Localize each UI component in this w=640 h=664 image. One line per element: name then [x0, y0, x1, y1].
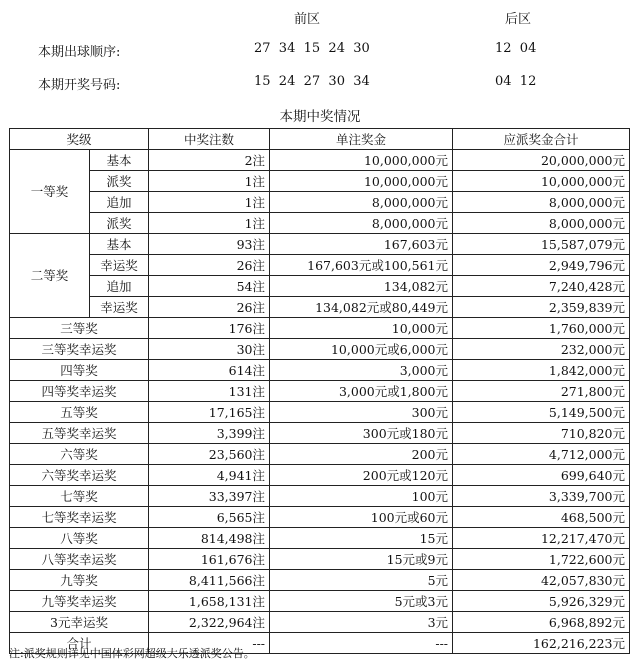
- table-row: [10, 213, 630, 234]
- total-prize-cell: 1,842,000元: [453, 360, 630, 381]
- single-prize-cell: 15元或9元: [270, 549, 453, 570]
- prize-level-cell: 三等奖幸运奖: [10, 339, 149, 360]
- single-prize-cell: 10,000,000元: [270, 150, 453, 171]
- draw-order-label: 本期出球顺序:: [38, 45, 121, 60]
- table-row: [10, 381, 630, 402]
- count-cell: 161,676注: [149, 549, 270, 570]
- table-title: 本期中奖情况: [279, 109, 361, 125]
- sub-level: 幸运奖: [90, 297, 149, 318]
- total-prize-cell: 1,722,600元: [453, 549, 630, 570]
- single-prize-cell: 100元: [270, 486, 453, 507]
- single-prize-cell: 10,000,000元: [270, 171, 453, 192]
- single-prize-cell: 3,000元: [270, 360, 453, 381]
- table-header-row: [10, 129, 630, 150]
- count-cell: 131注: [149, 381, 270, 402]
- group-label-second: 二等奖: [10, 234, 90, 318]
- single-prize-cell: 200元: [270, 444, 453, 465]
- count-cell: 3,399注: [149, 423, 270, 444]
- count-cell: 33,397注: [149, 486, 270, 507]
- total-prize-cell: 1,760,000元: [453, 318, 630, 339]
- count-cell: 1注: [149, 171, 270, 192]
- total-prize-cell: 7,240,428元: [453, 276, 630, 297]
- total-prize-cell: 468,500元: [453, 507, 630, 528]
- prize-level-cell: 八等奖幸运奖: [10, 549, 149, 570]
- col-header-total-prize: 应派奖金合计: [453, 129, 630, 150]
- table-row: [10, 444, 630, 465]
- single-prize-cell: 5元: [270, 570, 453, 591]
- count-cell: 1注: [149, 213, 270, 234]
- total-prize-cell: 42,057,830元: [453, 570, 630, 591]
- total-prize-cell: 2,359,839元: [453, 297, 630, 318]
- total-prize-cell: 12,217,470元: [453, 528, 630, 549]
- prize-level-cell: 六等奖幸运奖: [10, 465, 149, 486]
- single-prize-cell: 200元或120元: [270, 465, 453, 486]
- single-prize-cell: 10,000元或6,000元: [270, 339, 453, 360]
- count-cell: 176注: [149, 318, 270, 339]
- table-row: [10, 486, 630, 507]
- table-row: [10, 402, 630, 423]
- table-row: [10, 339, 630, 360]
- summary-label: 合计: [10, 633, 149, 654]
- count-cell: 2,322,964注: [149, 612, 270, 633]
- sub-level: 派奖: [90, 171, 149, 192]
- prize-level-cell: 三等奖: [10, 318, 149, 339]
- table-row: [10, 318, 630, 339]
- single-prize-cell: 5元或3元: [270, 591, 453, 612]
- prize-level-cell: 四等奖: [10, 360, 149, 381]
- draw-order-front-numbers: 27 34 15 24 30: [254, 41, 370, 56]
- single-prize-cell: 10,000元: [270, 318, 453, 339]
- prize-level-cell: 六等奖: [10, 444, 149, 465]
- table-row: [10, 465, 630, 486]
- col-header-level: 奖级: [10, 129, 149, 150]
- count-cell: 23,560注: [149, 444, 270, 465]
- table-row: [10, 150, 630, 171]
- winning-numbers-label: 本期开奖号码:: [38, 78, 121, 93]
- count-cell: 2注: [149, 150, 270, 171]
- table-row: [10, 570, 630, 591]
- count-cell: 814,498注: [149, 528, 270, 549]
- single-prize-cell: 134,082元: [270, 276, 453, 297]
- count-cell: 1注: [149, 192, 270, 213]
- total-prize-cell: 2,949,796元: [453, 255, 630, 276]
- single-prize-cell: 8,000,000元: [270, 192, 453, 213]
- count-cell: 17,165注: [149, 402, 270, 423]
- count-cell: 4,941注: [149, 465, 270, 486]
- prize-level-cell: 3元幸运奖: [10, 612, 149, 633]
- table-row: [10, 360, 630, 381]
- winning-front-numbers: 15 24 27 30 34: [254, 74, 370, 89]
- count-cell: 93注: [149, 234, 270, 255]
- total-prize-cell: 5,926,329元: [453, 591, 630, 612]
- count-cell: 26注: [149, 297, 270, 318]
- total-prize-cell: 4,712,000元: [453, 444, 630, 465]
- count-cell: 54注: [149, 276, 270, 297]
- count-cell: 6,565注: [149, 507, 270, 528]
- single-prize-cell: 167,603元或100,561元: [270, 255, 453, 276]
- prize-level-cell: 七等奖: [10, 486, 149, 507]
- single-prize-cell: 100元或60元: [270, 507, 453, 528]
- table-row: [10, 297, 630, 318]
- total-prize-cell: 20,000,000元: [453, 150, 630, 171]
- count-cell: 26注: [149, 255, 270, 276]
- winning-back-numbers: 04 12: [495, 74, 537, 89]
- summary-total: 162,216,223元: [453, 633, 630, 654]
- prize-level-cell: 九等奖幸运奖: [10, 591, 149, 612]
- table-row: [10, 192, 630, 213]
- prize-table: [9, 128, 630, 654]
- table-row: [10, 171, 630, 192]
- total-prize-cell: 6,968,892元: [453, 612, 630, 633]
- simple-prize-rows: [10, 318, 630, 633]
- prize-level-cell: 五等奖幸运奖: [10, 423, 149, 444]
- total-prize-cell: 8,000,000元: [453, 213, 630, 234]
- back-zone-label: 后区: [505, 12, 532, 27]
- table-row: [10, 612, 630, 633]
- total-prize-cell: 699,640元: [453, 465, 630, 486]
- table-row: [10, 549, 630, 570]
- prize-level-cell: 八等奖: [10, 528, 149, 549]
- draw-order-back-numbers: 12 04: [495, 41, 537, 56]
- col-header-count: 中奖注数: [149, 129, 270, 150]
- col-header-single-prize: 单注奖金: [270, 129, 453, 150]
- sub-level: 基本: [90, 234, 149, 255]
- single-prize-cell: 3元: [270, 612, 453, 633]
- table-row: [10, 423, 630, 444]
- count-cell: 614注: [149, 360, 270, 381]
- sub-level: 追加: [90, 192, 149, 213]
- total-prize-cell: 710,820元: [453, 423, 630, 444]
- single-prize-cell: 134,082元或80,449元: [270, 297, 453, 318]
- table-row: [10, 507, 630, 528]
- sub-level: 派奖: [90, 213, 149, 234]
- single-prize-cell: 3,000元或1,800元: [270, 381, 453, 402]
- table-row: [10, 591, 630, 612]
- front-zone-label: 前区: [294, 12, 321, 27]
- count-cell: 30注: [149, 339, 270, 360]
- sub-level: 幸运奖: [90, 255, 149, 276]
- count-cell: 8,411,566注: [149, 570, 270, 591]
- prize-level-cell: 五等奖: [10, 402, 149, 423]
- total-prize-cell: 8,000,000元: [453, 192, 630, 213]
- sub-level: 基本: [90, 150, 149, 171]
- total-prize-cell: 10,000,000元: [453, 171, 630, 192]
- single-prize-cell: 15元: [270, 528, 453, 549]
- single-prize-cell: 300元或180元: [270, 423, 453, 444]
- single-prize-cell: 300元: [270, 402, 453, 423]
- total-prize-cell: 5,149,500元: [453, 402, 630, 423]
- summary-count: ---: [149, 633, 270, 654]
- total-prize-cell: 271,800元: [453, 381, 630, 402]
- prize-level-cell: 七等奖幸运奖: [10, 507, 149, 528]
- table-row: [10, 276, 630, 297]
- single-prize-cell: 167,603元: [270, 234, 453, 255]
- table-row: [10, 255, 630, 276]
- table-row: [10, 234, 630, 255]
- count-cell: 1,658,131注: [149, 591, 270, 612]
- prize-level-cell: 四等奖幸运奖: [10, 381, 149, 402]
- single-prize-cell: 8,000,000元: [270, 213, 453, 234]
- prize-level-cell: 九等奖: [10, 570, 149, 591]
- total-prize-cell: 3,339,700元: [453, 486, 630, 507]
- total-prize-cell: 232,000元: [453, 339, 630, 360]
- footnote: 注:派奖规则详见中国体彩网超级大乐透派奖公告。: [9, 647, 255, 660]
- total-prize-cell: 15,587,079元: [453, 234, 630, 255]
- group-label-first: 一等奖: [10, 150, 90, 234]
- table-row: [10, 528, 630, 549]
- sub-level: 追加: [90, 276, 149, 297]
- summary-single: ---: [270, 633, 453, 654]
